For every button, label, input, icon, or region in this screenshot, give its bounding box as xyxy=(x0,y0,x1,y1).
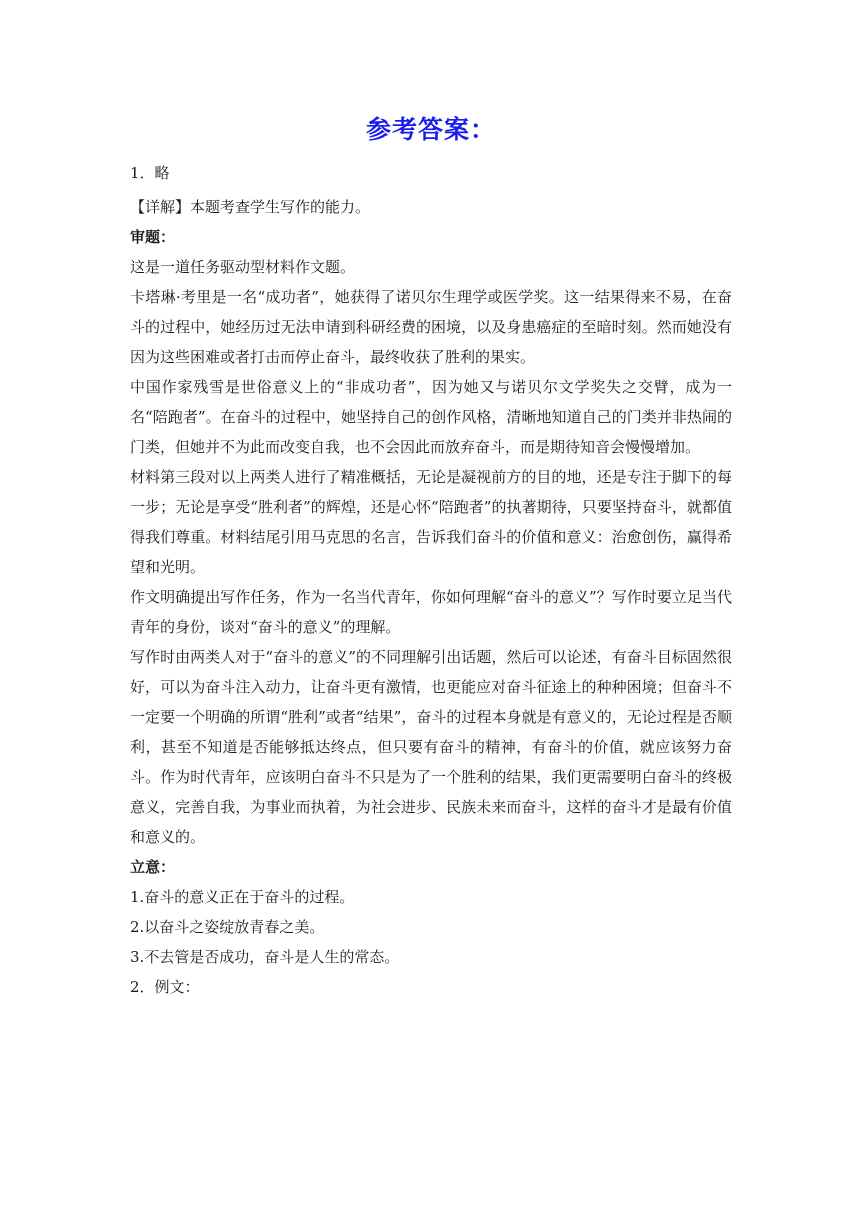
theme-item: 3.不去管是否成功，奋斗是人生的常态。 xyxy=(130,948,400,966)
review-paragraph: 这是一道任务驱动型材料作文题。 xyxy=(130,258,356,276)
review-paragraph: 中国作家残雪是世俗意义上的“非成功者”，因为她又与诺贝尔文学奖失之交臂，成为一名“陪跑者”。在奋斗的过程中，她坚持自己的创作风格，清晰地知道自己的门类并非热闹的门类，但她并不为此而改变自我，也不会因此而放弃奋斗，而是期待知音会慢慢增加。 xyxy=(130,378,732,456)
theme-heading: 立意： xyxy=(130,858,176,876)
review-paragraph: 材料第三段对以上两类人进行了精准概括，无论是凝视前方的目的地，还是专注于脚下的每一步；无论是享受“胜利者”的辉煌，还是心怀“陪跑者”的执著期待，只要坚持奋斗，就都值得我们尊重。材料结尾引用马克思的名言，告诉我们奋斗的价值和意义：治愈创伤，赢得希望和光明。 xyxy=(130,468,732,576)
review-paragraph: 写作时由两类人对于“奋斗的意义”的不同理解引出话题，然后可以论述，有奋斗目标固然很好，可以为奋斗注入动力，让奋斗更有激情，也更能应对奋斗征途上的种种困境；但奋斗不一定要一个明确的所谓“胜利”或者“结果”，奋斗的过程本身就是有意义的，无论过程是否顺利，甚至不知道是否能够抵达终点，但只要有奋斗的精神，有奋斗的价值，就应该努力奋斗。作为时代青年，应该明白奋斗不只是为了一个胜利的结果，我们更需要明白奋斗的终极意义，完善自我，为事业而执着，为社会进步、民族未来而奋斗，这样的奋斗才是最有价值和意义的。 xyxy=(130,648,732,846)
review-heading: 审题： xyxy=(130,228,176,246)
page-title: 参考答案： xyxy=(365,115,496,144)
review-paragraph: 作文明确提出写作任务，作为一名当代青年，你如何理解“奋斗的意义”？写作时要立足当代青年的身份，谈对“奋斗的意义”的理解。 xyxy=(130,588,732,636)
detail-line: 【详解】本题考查学生写作的能力。 xyxy=(130,198,371,216)
review-paragraph: 卡塔琳·考里是一名“成功者”，她获得了诺贝尔生理学或医学奖。这一结果得来不易，在奋斗的过程中，她经历过无法申请到科研经费的困境，以及身患癌症的至暗时刻。然而她没有因为这些困难或者打击而停止奋斗，最终收获了胜利的果实。 xyxy=(130,288,732,366)
question-1-number: 1．略 xyxy=(130,164,170,182)
question-2-number: 2．例文： xyxy=(130,978,200,996)
theme-item: 2.以奋斗之姿绽放青春之美。 xyxy=(130,918,325,936)
theme-item: 1.奋斗的意义正在于奋斗的过程。 xyxy=(130,888,355,906)
